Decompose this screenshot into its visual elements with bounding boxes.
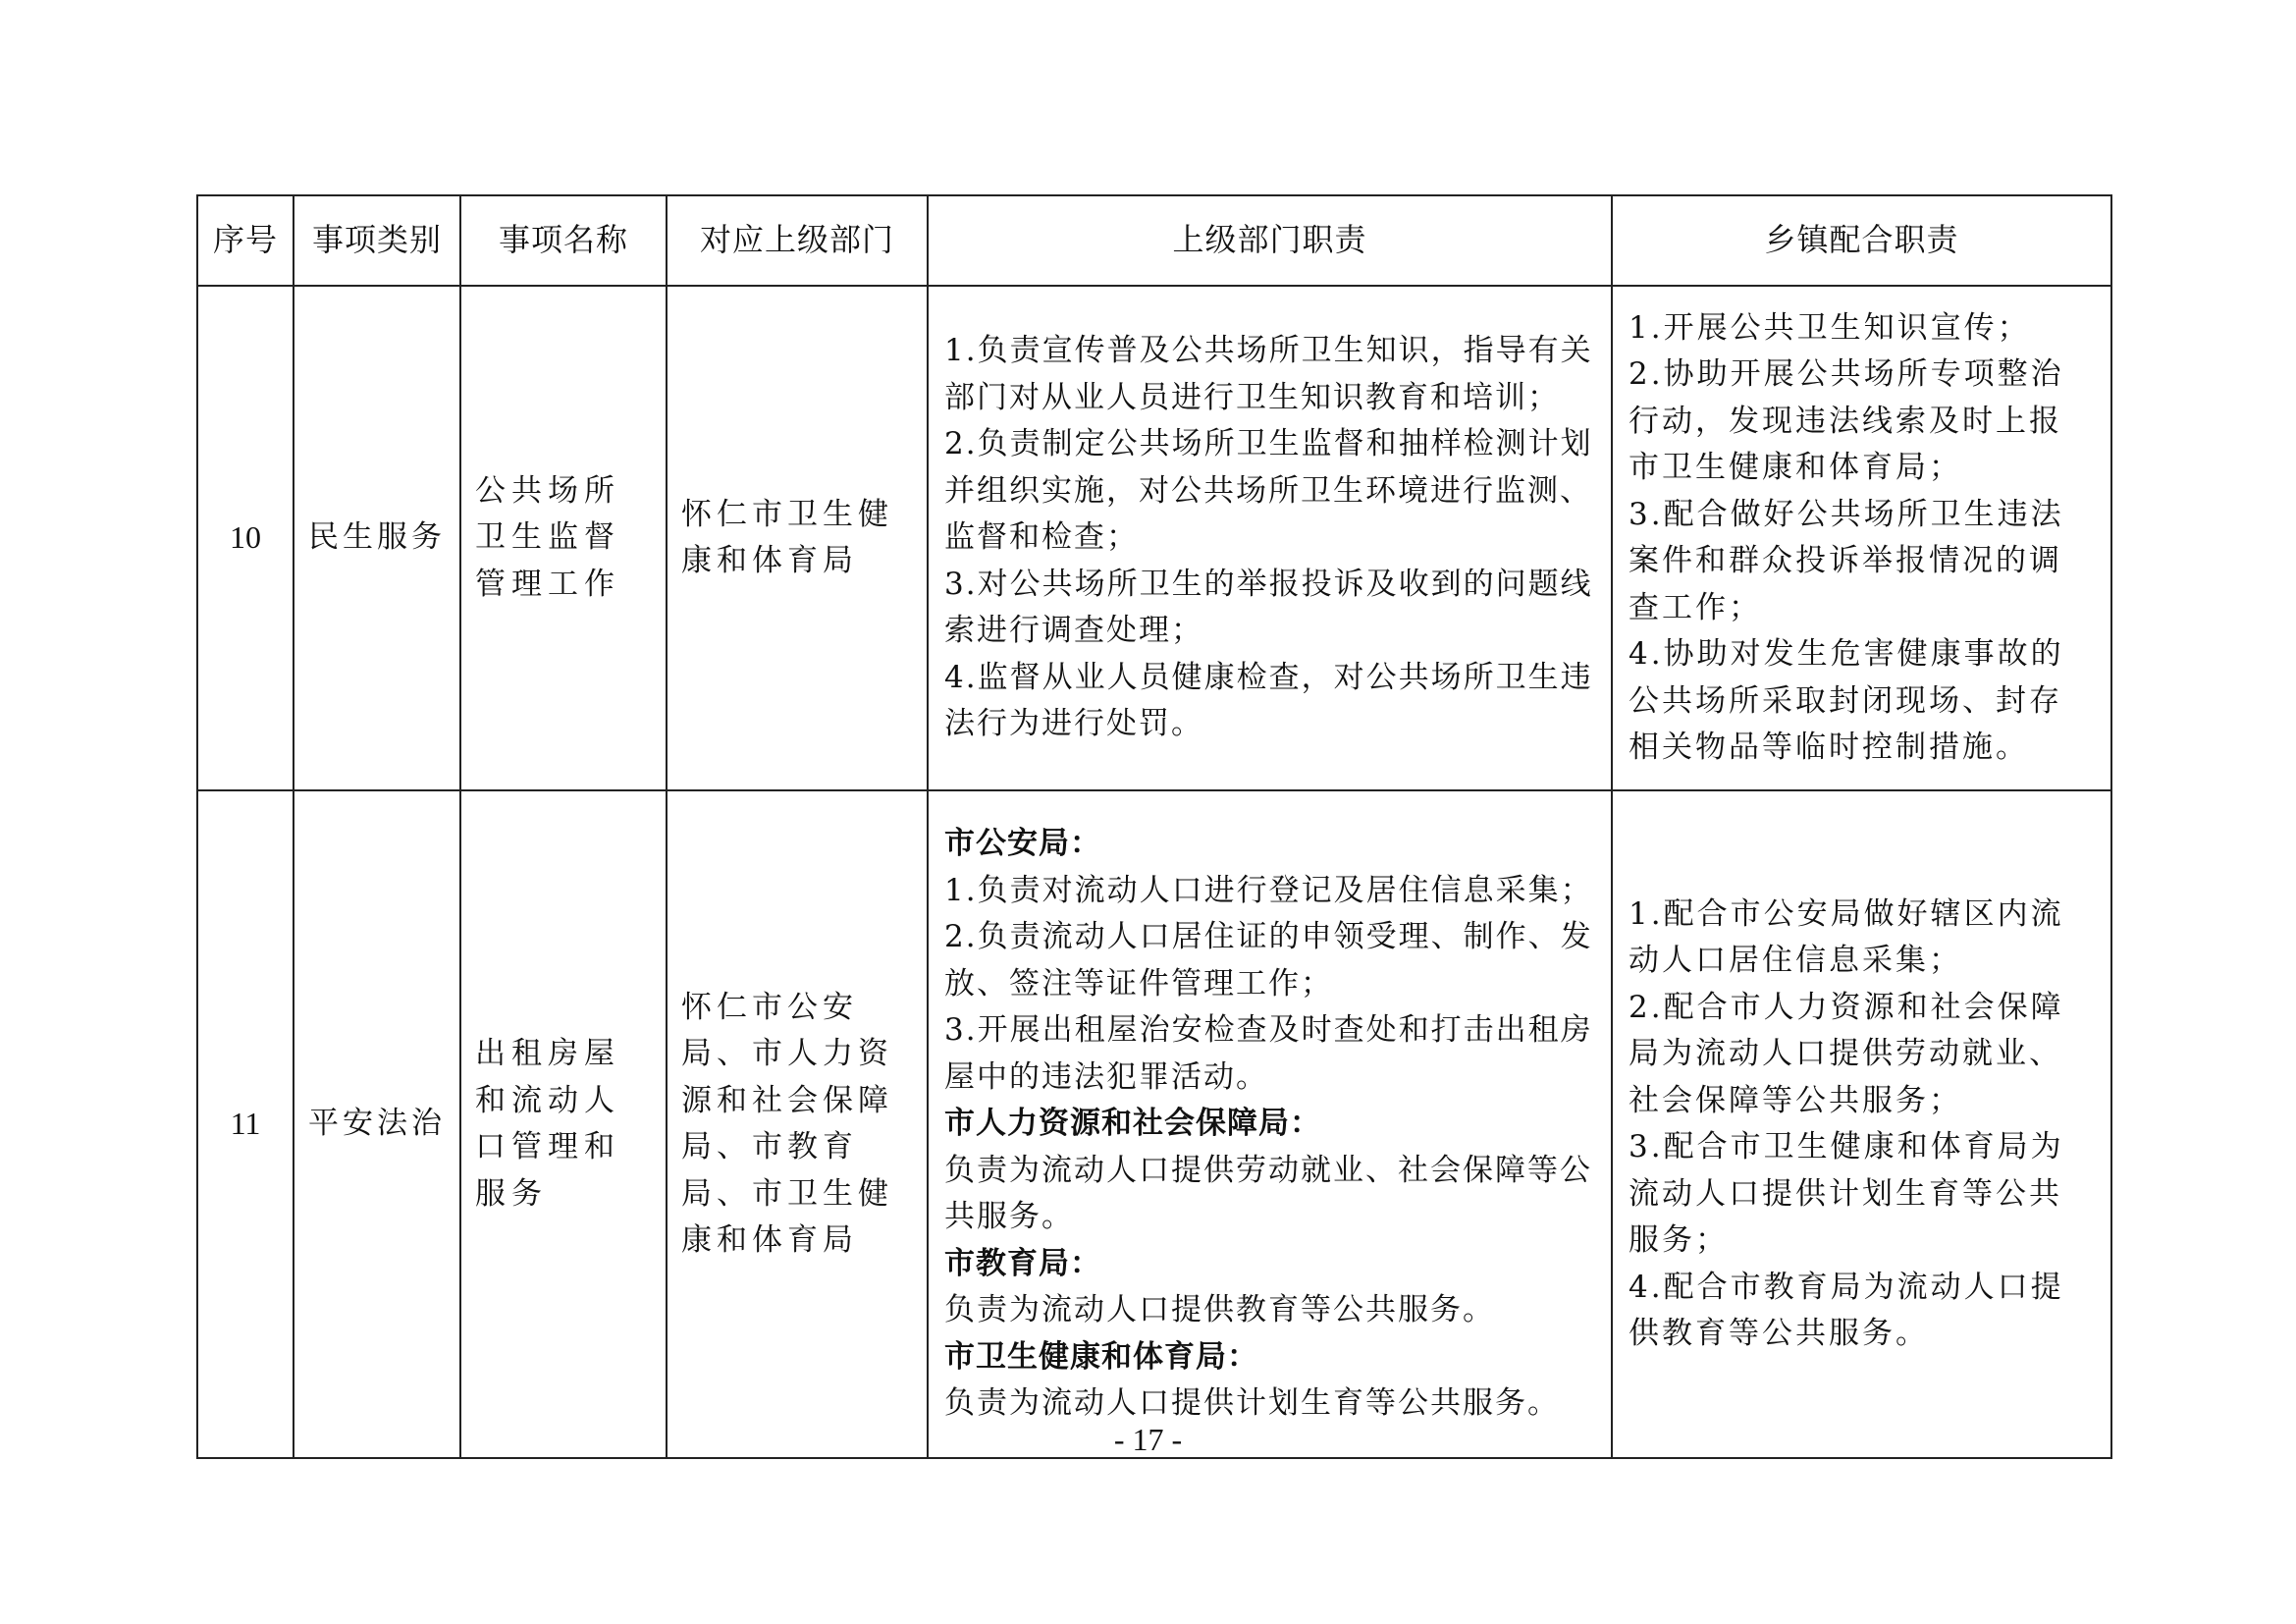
duty-line: 负责为流动人口提供计划生育等公共服务。 [944,1385,1560,1422]
coop-line: 2.协助开展公共场所专项整治行动，发现违法线索及时上报市卫生健康和体育局； [1629,356,2064,485]
cell-coop [1612,286,2111,790]
duty-line: 1.负责对流动人口进行登记及居住信息采集； [944,872,1593,908]
cell-coop [1612,790,2111,1458]
duty-line: 1.负责宣传普及公共场所卫生知识，指导有关部门对从业人员进行卫生知识教育和培训； [944,333,1593,415]
duty-line: 负责为流动人口提供劳动就业、社会保障等公共服务。 [944,1152,1592,1235]
coop-line: 4.配合市教育局为流动人口提供教育等公共服务。 [1629,1269,2064,1351]
header-duty: 上级部门职责 [928,195,1612,286]
duty-dept-heading: 市人力资源和社会保障局： [944,1106,1321,1142]
duty-line: 负责为流动人口提供教育等公共服务。 [944,1292,1495,1328]
table-header-row [197,195,2111,286]
duty-dept-heading: 市卫生健康和体育局： [944,1338,1258,1375]
duty-line: 2.负责制定公共场所卫生监督和抽样检测计划并组织实施，对公共场所卫生环境进行监测、监督和检查； [944,426,1593,556]
table-row [197,286,2111,790]
coop-line: 2.配合市人力资源和社会保障局为流动人口提供劳动就业、社会保障等公共服务； [1629,989,2064,1118]
header-dept: 对应上级部门 [667,195,928,286]
table-row [197,790,2111,1458]
cell-name: 公共场所卫生监督管理工作 [460,286,667,790]
duty-line: 3.对公共场所卫生的举报投诉及收到的问题线索进行调查处理； [944,566,1593,649]
coop-line: 1.开展公共卫生知识宣传； [1629,309,2031,346]
header-category: 事项类别 [294,195,460,286]
cell-seq: 11 [197,790,294,1458]
duty-dept-heading: 市教育局： [944,1245,1101,1281]
coop-line: 4.协助对发生危害健康事故的公共场所采取封闭现场、封存相关物品等临时控制措施。 [1629,636,2064,765]
coop-line: 1.配合市公安局做好辖区内流动人口居住信息采集； [1629,895,2064,978]
cell-dept: 怀仁市卫生健康和体育局 [667,286,928,790]
duty-table [196,194,2112,1459]
header-coop: 乡镇配合职责 [1612,195,2111,286]
duty-dept-heading: 市公安局： [944,826,1101,862]
cell-category: 民生服务 [294,286,460,790]
header-name: 事项名称 [460,195,667,286]
coop-line: 3.配合市卫生健康和体育局为流动人口提供计划生育等公共服务； [1629,1129,2064,1258]
page-number: - 17 - [1113,1422,1183,1457]
header-seq: 序号 [197,195,294,286]
cell-seq: 10 [197,286,294,790]
cell-duty [928,286,1612,790]
duty-line: 2.负责流动人口居住证的申领受理、制作、发放、签注等证件管理工作； [944,919,1593,1001]
duty-line: 4.监督从业人员健康检查，对公共场所卫生违法行为进行处罚。 [944,659,1593,742]
coop-line: 3.配合做好公共场所卫生违法案件和群众投诉举报情况的调查工作； [1629,496,2064,625]
cell-category: 平安法治 [294,790,460,1458]
cell-name: 出租房屋和流动人口管理和服务 [460,790,667,1458]
cell-duty [928,790,1612,1458]
duty-line: 3.开展出租屋治安检查及时查处和打击出租房屋中的违法犯罪活动。 [944,1012,1593,1095]
cell-dept: 怀仁市公安局、市人力资源和社会保障局、市教育局、市卫生健康和体育局 [667,790,928,1458]
